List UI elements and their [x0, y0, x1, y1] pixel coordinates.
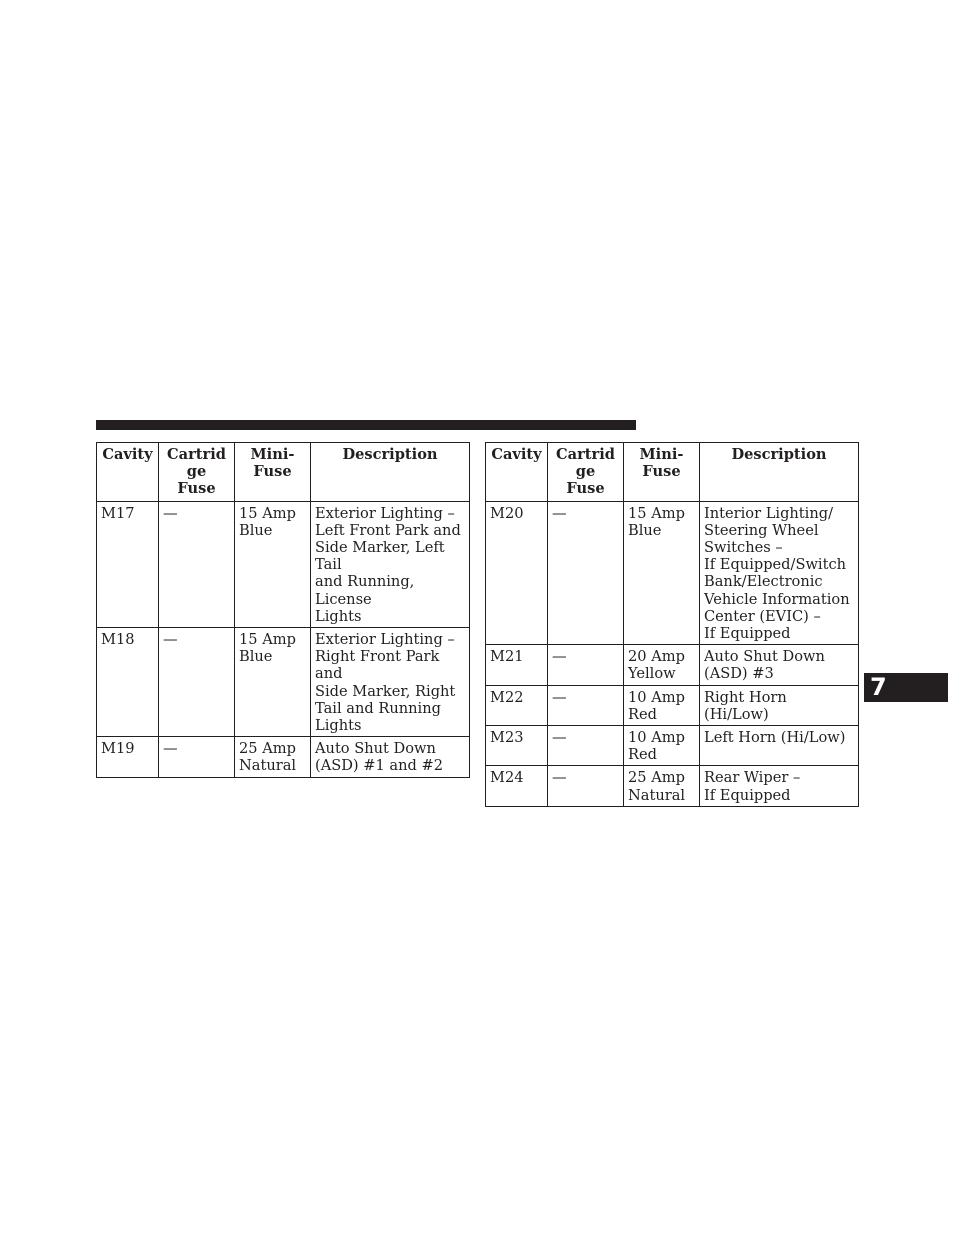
header-description: Description — [700, 443, 859, 502]
table-row — [486, 501, 859, 645]
table-row — [97, 501, 470, 627]
fuse-table-left — [96, 442, 470, 778]
table-header-row — [97, 443, 470, 502]
description-cell: Rear Wiper – If Equipped — [700, 766, 859, 806]
header-mini-fuse: Mini- Fuse — [235, 443, 311, 502]
cartridge-cell: — — [548, 726, 624, 766]
description-cell: Interior Lighting/ Steering Wheel Switches – If Equipped/Switch Bank/Electronic Vehicle Information Center (EVIC) – If Equipped — [700, 501, 859, 645]
table-row — [486, 726, 859, 766]
header-cartridge-fuse: Cartridge Fuse — [159, 443, 235, 502]
cavity-cell: M18 — [97, 628, 159, 737]
table-header-row — [486, 443, 859, 502]
cartridge-cell: — — [159, 501, 235, 627]
cartridge-cell: — — [548, 501, 624, 645]
cavity-cell: M22 — [486, 685, 548, 725]
mini-fuse-cell: 20 Amp Yellow — [624, 645, 700, 685]
cavity-cell: M21 — [486, 645, 548, 685]
table-row — [486, 645, 859, 685]
table-row — [486, 685, 859, 725]
header-description: Description — [311, 443, 470, 502]
mini-fuse-cell: 15 Amp Blue — [235, 628, 311, 737]
header-cavity: Cavity — [97, 443, 159, 502]
fuse-table-right — [485, 442, 859, 807]
mini-fuse-cell: 15 Amp Blue — [624, 501, 700, 645]
description-cell: Exterior Lighting – Left Front Park and Side Marker, Left Tail and Running, License Lights — [311, 501, 470, 627]
cartridge-cell: — — [159, 737, 235, 777]
header-mini-fuse: Mini- Fuse — [624, 443, 700, 502]
table-row — [486, 766, 859, 806]
cartridge-cell: — — [548, 645, 624, 685]
section-rule — [96, 420, 636, 430]
mini-fuse-cell: 10 Amp Red — [624, 685, 700, 725]
cavity-cell: M24 — [486, 766, 548, 806]
header-cavity: Cavity — [486, 443, 548, 502]
cavity-cell: M23 — [486, 726, 548, 766]
cartridge-cell: — — [159, 628, 235, 737]
cavity-cell: M20 — [486, 501, 548, 645]
description-cell: Auto Shut Down (ASD) #3 — [700, 645, 859, 685]
cartridge-cell: — — [548, 685, 624, 725]
mini-fuse-cell: 25 Amp Natural — [235, 737, 311, 777]
description-cell: Exterior Lighting – Right Front Park and Side Marker, Right Tail and Running Lights — [311, 628, 470, 737]
table-row — [97, 737, 470, 777]
description-cell: Auto Shut Down (ASD) #1 and #2 — [311, 737, 470, 777]
table-row — [97, 628, 470, 737]
description-cell: Left Horn (Hi/Low) — [700, 726, 859, 766]
mini-fuse-cell: 25 Amp Natural — [624, 766, 700, 806]
cartridge-cell: — — [548, 766, 624, 806]
cavity-cell: M19 — [97, 737, 159, 777]
mini-fuse-cell: 15 Amp Blue — [235, 501, 311, 627]
cavity-cell: M17 — [97, 501, 159, 627]
description-cell: Right Horn (Hi/Low) — [700, 685, 859, 725]
header-cartridge-fuse: Cartridge Fuse — [548, 443, 624, 502]
mini-fuse-cell: 10 Amp Red — [624, 726, 700, 766]
chapter-tab: 7 — [864, 673, 948, 702]
